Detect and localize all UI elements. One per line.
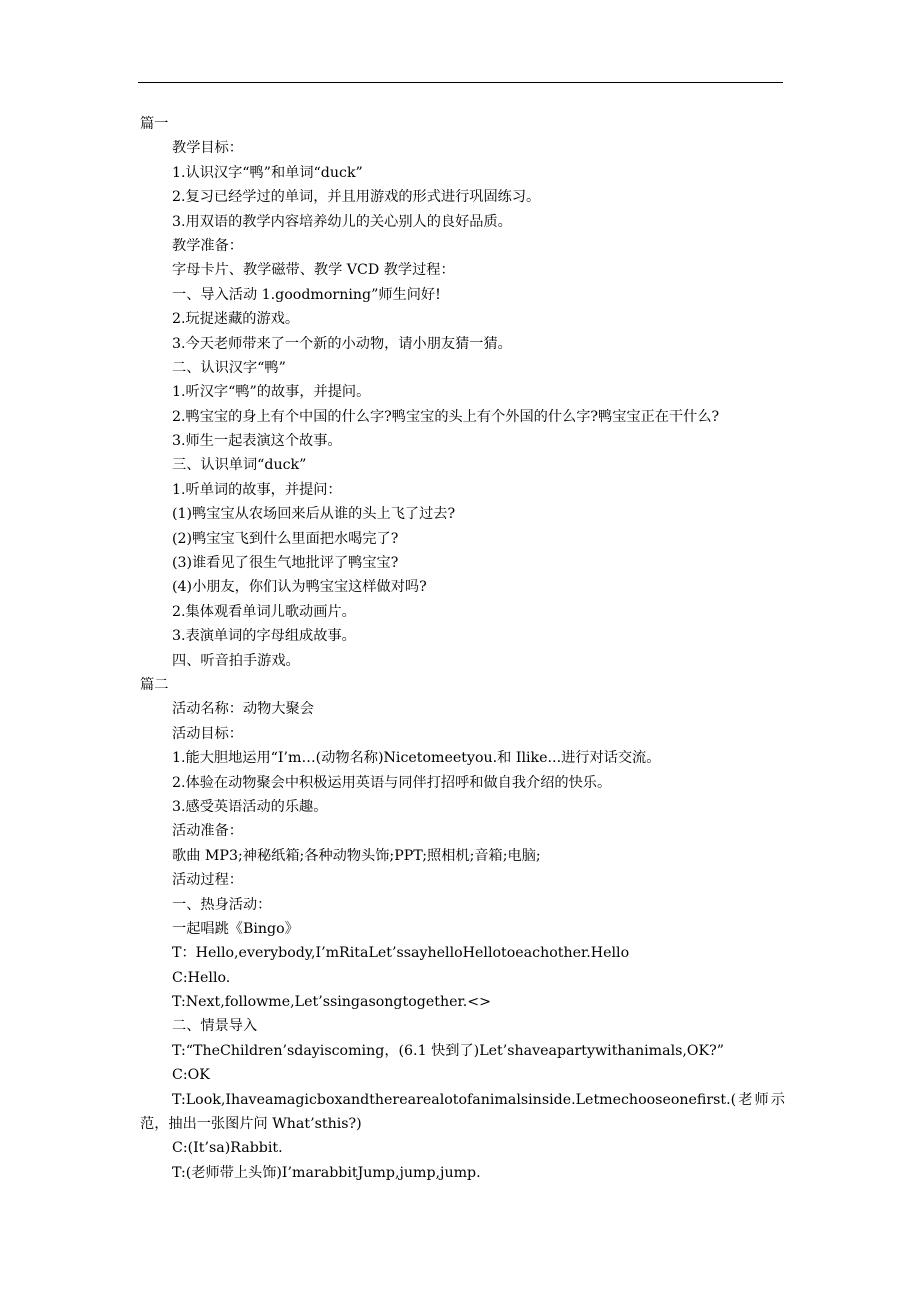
- paragraph-line: T:Look,Ihaveamagicboxandtherearealotofanimalsinside.Letmechooseonefirst.(老师示范，抽出一张图片问 What’sthis?): [140, 1091, 785, 1133]
- paragraph-line: 2.玩捉迷藏的游戏。: [172, 311, 300, 328]
- paragraph-line: 字母卡片、教学磁带、教学 VCD 教学过程：: [172, 262, 455, 279]
- paragraph-line: T：Hello,everybody,I’mRitaLet’ssayhelloHellotoeachother.Hello: [172, 945, 630, 962]
- paragraph-line: C:Hello.: [172, 969, 231, 986]
- paragraph-line: T:Next,followme,Let’ssingasongtogether.<>: [172, 994, 491, 1011]
- paragraph-line: 1.听汉字“鸭”的故事，并提问。: [172, 384, 371, 401]
- paragraph-line: 一、导入活动 1.goodmorning”师生问好!: [172, 286, 441, 303]
- paragraph-line: (3)谁看见了很生气地批评了鸭宝宝?: [172, 555, 399, 572]
- paragraph-line: 1.能大胆地运用“I’m…(动物名称)Nicetomeetyou.和 Ilike...进行对话交流。: [172, 750, 661, 767]
- paragraph-line: (2)鸭宝宝飞到什么里面把水喝完了?: [172, 530, 399, 547]
- paragraph-line: 教学目标：: [172, 140, 243, 157]
- paragraph-line: 2.体验在动物聚会中积极运用英语与同伴打招呼和做自我介绍的快乐。: [172, 774, 612, 791]
- paragraph-line: (4)小朋友，你们认为鸭宝宝这样做对吗?: [172, 579, 427, 596]
- paragraph-line: (1)鸭宝宝从农场回来后从谁的头上飞了过去?: [172, 506, 456, 523]
- section-heading: 篇二: [140, 676, 169, 693]
- paragraph-line: 二、情景导入: [172, 1018, 258, 1035]
- paragraph-line: 一、热身活动：: [172, 896, 272, 913]
- paragraph-line: 教学准备：: [172, 237, 243, 254]
- paragraph-line: 活动目标：: [172, 725, 243, 742]
- paragraph-line: T:“TheChildren’sdayiscoming，(6.1 快到了)Let’shaveapartywithanimals,OK?”: [172, 1042, 725, 1059]
- paragraph-line: 二、认识汉字“鸭”: [172, 359, 286, 376]
- paragraph-line: 活动名称：动物大聚会: [172, 701, 314, 718]
- document-body: [140, 112, 785, 1185]
- paragraph-line: 3.表演单词的字母组成故事。: [172, 628, 356, 645]
- paragraph-line: 1.听单词的故事，并提问：: [172, 481, 342, 498]
- paragraph-line: 2.集体观看单词儿歌动画片。: [172, 603, 356, 620]
- paragraph-line: 3.用双语的教学内容培养幼儿的关心别人的良好品质。: [172, 213, 512, 230]
- paragraph-line: 一起唱跳《Bingo》: [172, 920, 299, 937]
- paragraph-line: 3.今天老师带来了一个新的小动物，请小朋友猜一猜。: [172, 335, 512, 352]
- section-heading: 篇一: [140, 116, 169, 132]
- paragraph-line: C:OK: [172, 1067, 210, 1084]
- paragraph-line: 三、认识单词“duck”: [172, 457, 307, 474]
- paragraph-line: 3.感受英语活动的乐趣。: [172, 798, 328, 815]
- paragraph-line: T:(老师带上头饰)I’marabbitJump,jump,jump.: [172, 1164, 481, 1181]
- paragraph-line: 四、听音拍手游戏。: [172, 652, 300, 669]
- header-rule: [138, 82, 783, 83]
- paragraph-line: C:(It’sa)Rabbit.: [172, 1140, 283, 1157]
- paragraph-line: 2.鸭宝宝的身上有个中国的什么字?鸭宝宝的头上有个外国的什么字?鸭宝宝正在干什么?: [172, 408, 720, 425]
- paragraph-line: 活动准备：: [172, 823, 243, 840]
- paragraph-line: 2.复习已经学过的单词，并且用游戏的形式进行巩固练习。: [172, 189, 541, 206]
- paragraph-line: 歌曲 MP3;神秘纸箱;各种动物头饰;PPT;照相机;音箱;电脑;: [172, 847, 541, 864]
- paragraph-line: 活动过程：: [172, 872, 243, 889]
- paragraph-line: 1.认识汉字“鸭”和单词“duck”: [172, 164, 363, 181]
- paragraph-line: 3.师生一起表演这个故事。: [172, 433, 342, 450]
